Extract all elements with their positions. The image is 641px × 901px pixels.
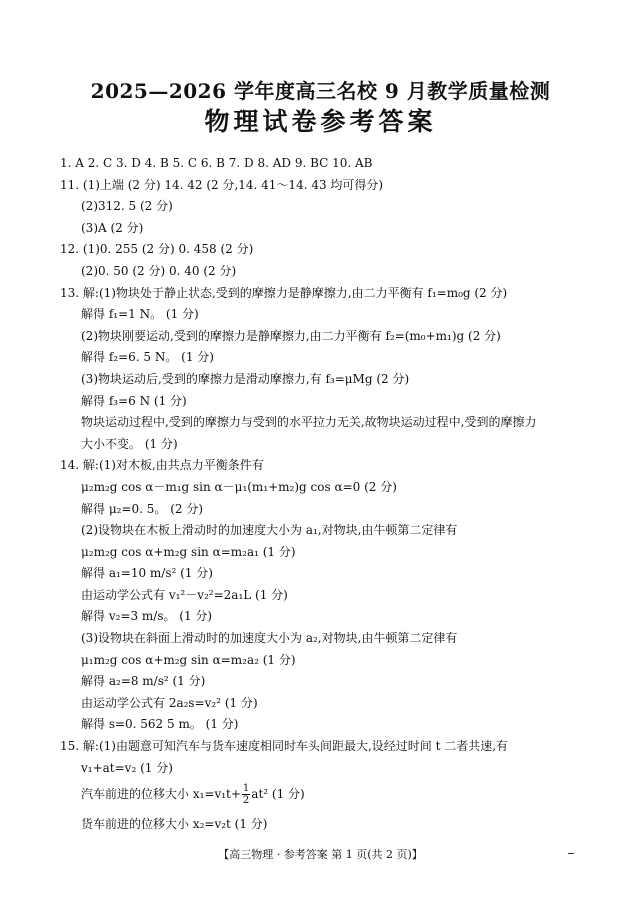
q15-equation1: v₁+at=v₂ (1 分) xyxy=(81,760,173,775)
q11-part1: 11. (1)上端 (2 分) 14. 42 (2 分,14. 41～14. 43 均可得分) xyxy=(60,177,384,192)
fraction-denominator: 2 xyxy=(242,795,250,807)
q14-equation1: μ₂m₂g cos α－m₁g sin α－μ₁(m₁+m₂)g cos α=0 (2 分) xyxy=(81,479,397,494)
q13-result3: 解得 f₃=6 N (1 分) xyxy=(81,393,187,408)
q15-car-prefix: 汽车前进的位移大小 x₁=v₁t+ xyxy=(81,787,241,802)
answer-content xyxy=(60,153,600,839)
q15-car-displacement xyxy=(60,779,600,809)
fraction-numerator: 1 xyxy=(242,783,250,795)
q13-part2: (2)物块刚要运动,受到的摩擦力是静摩擦力,由二力平衡有 f₂=(m₀+m₁)g (2 分) xyxy=(81,328,501,343)
q14-result4: 解得 a₂=8 m/s² (1 分) xyxy=(81,674,206,689)
page-footer: 【高三物理 · 参考答案 第 1 页(共 2 页)】 xyxy=(218,848,423,861)
q13-result1: 解得 f₁=1 N。 (1 分) xyxy=(81,307,199,322)
q13-conclusion: 物块运动过程中,受到的摩擦力与受到的水平拉力无关,故物块运动过程中,受到的摩擦力 xyxy=(81,415,537,430)
q14-part1: 14. 解:(1)对木板,由共点力平衡条件有 xyxy=(60,458,264,473)
q11-part3: (3)A (2 分) xyxy=(81,220,144,235)
exam-title: 2025—2026 学年度高三名校 9 月教学质量检测 xyxy=(90,79,551,103)
answer-title: 物理试卷参考答案 xyxy=(204,107,437,136)
mc-answers: 1. A 2. C 3. D 4. B 5. C 6. B 7. D 8. AD 9. BC 10. AB xyxy=(60,156,373,170)
q12-part1: 12. (1)0. 255 (2 分) 0. 458 (2 分) xyxy=(60,242,254,257)
q14-result3: 解得 v₂=3 m/s。 (1 分) xyxy=(81,609,213,624)
q14-kinematics2: 由运动学公式有 2a₂s=v₂² (1 分) xyxy=(81,695,258,710)
q12-part2: (2)0. 50 (2 分) 0. 40 (2 分) xyxy=(81,263,237,278)
q13-result2: 解得 f₂=6. 5 N。 (1 分) xyxy=(81,350,214,365)
q13-part1: 13. 解:(1)物块处于静止状态,受到的摩擦力是静摩擦力,由二力平衡有 f₁=m₀g (2 分) xyxy=(60,285,508,300)
q15-car-suffix: at² (1 分) xyxy=(251,787,305,802)
q14-result1: 解得 μ₂=0. 5。 (2 分) xyxy=(81,501,204,516)
q14-result2: 解得 a₁=10 m/s² (1 分) xyxy=(81,566,213,581)
q15-truck-displacement: 货车前进的位移大小 x₂=v₂t (1 分) xyxy=(81,817,268,832)
q14-equation3: μ₁m₂g cos α+m₂g sin α=m₂a₂ (1 分) xyxy=(81,652,296,667)
q11-part2: (2)312. 5 (2 分) xyxy=(81,199,173,214)
corner-mark xyxy=(568,853,574,854)
q14-result5: 解得 s=0. 562 5 m。 (1 分) xyxy=(81,717,239,732)
q14-part2: (2)设物块在木板上滑动时的加速度大小为 a₁,对物块,由牛顿第二定律有 xyxy=(81,523,458,538)
q15-part1: 15. 解:(1)由题意可知汽车与货车速度相同时车头间距最大,设经过时间 t 二者共速,有 xyxy=(60,739,509,754)
q14-kinematics1: 由运动学公式有 v₁²－v₂²=2a₁L (1 分) xyxy=(81,587,288,602)
q14-part3: (3)设物块在斜面上滑动时的加速度大小为 a₂,对物块,由牛顿第二定律有 xyxy=(81,631,458,646)
q14-equation2: μ₂m₂g cos α+m₂g sin α=m₂a₁ (1 分) xyxy=(81,544,296,559)
q13-conclusion-cont: 大小不变。 (1 分) xyxy=(81,436,178,451)
q13-part3: (3)物块运动后,受到的摩擦力是滑动摩擦力,有 f₃=μMg (2 分) xyxy=(81,371,410,386)
one-half-fraction xyxy=(242,783,250,806)
